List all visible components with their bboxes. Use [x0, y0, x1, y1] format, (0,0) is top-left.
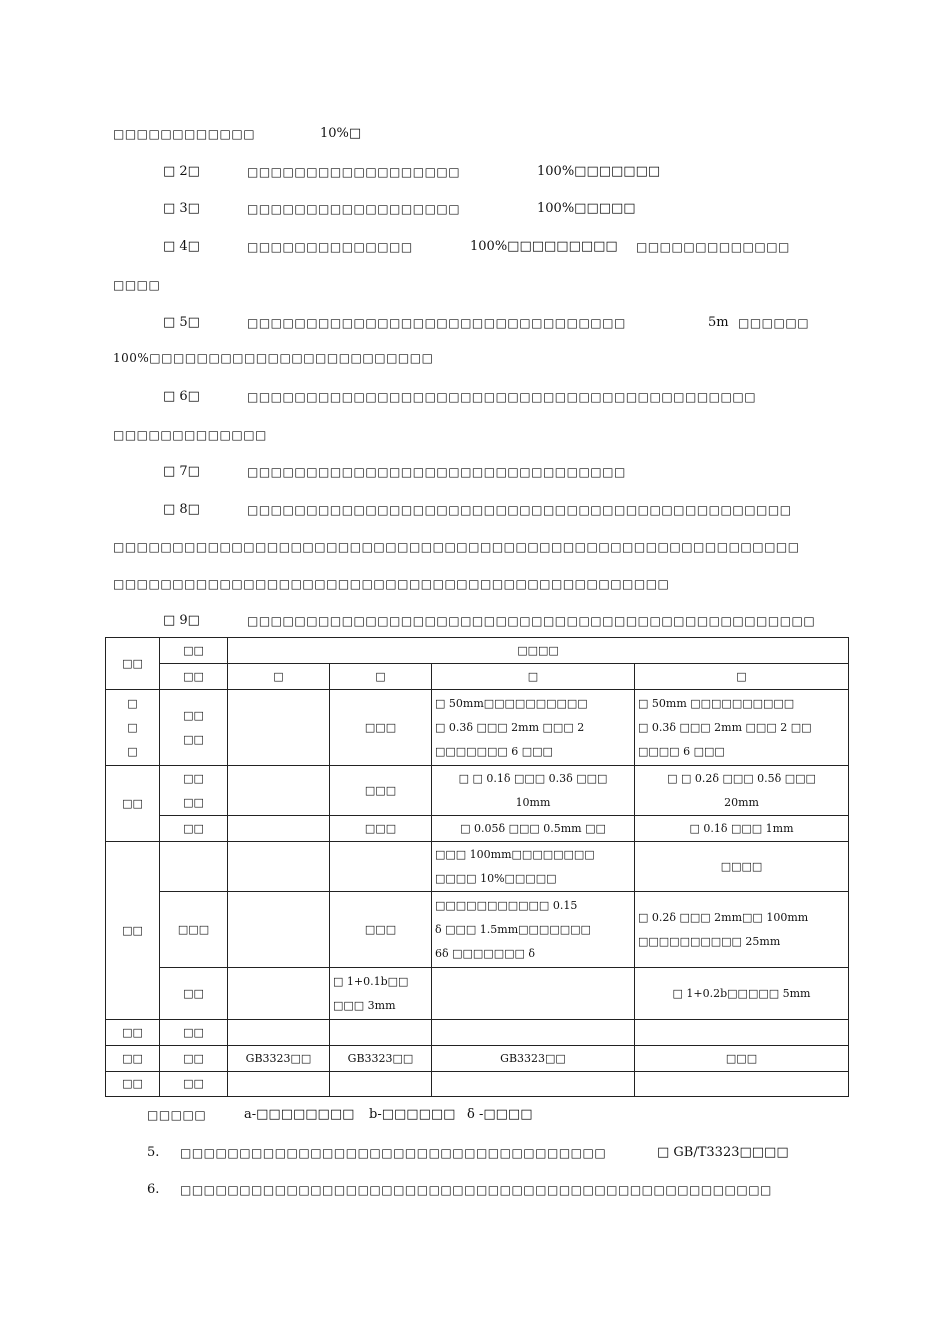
cell-line: □ 1+0.1b□□ [333, 974, 409, 988]
header-item: □□ [106, 638, 160, 690]
table-cell [160, 690, 228, 766]
table-cell: □□ [160, 1020, 228, 1046]
table-cell: □□□ [330, 766, 432, 816]
item-7-num: □ 7□ [163, 464, 200, 479]
table-cell [635, 766, 849, 816]
table-cell [635, 690, 849, 766]
item-5-tail: □□□□□□ [738, 316, 810, 330]
cell-line: 20mm [724, 795, 759, 809]
table-cell: □ 0.1δ □□□ 1mm [635, 816, 849, 842]
section-5-text: □□□□□□□□□□□□□□□□□□□□□□□□□□□□□□□□□□□□ [180, 1146, 607, 1160]
table-cell [432, 1072, 635, 1097]
cell-line: □□□ 100mm□□□□□□□□ [435, 847, 595, 861]
line-5-cont: 100%□□□□□□□□□□□□□□□□□□□□□□□□ [113, 351, 434, 365]
item-4-num: □ 4□ [163, 239, 200, 254]
table-cell [330, 1072, 432, 1097]
section-6-text: □□□□□□□□□□□□□□□□□□□□□□□□□□□□□□□□□□□□□□□□□□□□□□□□□□ [180, 1183, 772, 1197]
table-cell [330, 1020, 432, 1046]
item-4-tail: □□□□□□□□□□□□□ [636, 240, 790, 254]
item-9-num: □ 9□ [163, 613, 200, 628]
table-row-label: □□ [106, 1046, 160, 1072]
item-4-text: □□□□□□□□□□□□□□ [247, 240, 413, 254]
table-cell [228, 968, 330, 1020]
table-cell [432, 968, 635, 1020]
item-2-num: □ 2□ [163, 164, 200, 179]
item-2-tail: 100%□□□□□□□ [537, 164, 661, 179]
cell-line: δ □□□ 1.5mm□□□□□□□ [435, 922, 591, 936]
table-cell [635, 892, 849, 968]
item-5-mid: 5m [708, 315, 729, 330]
cell-line: □ 0.3δ □□□ 2mm □□□ 2 [435, 720, 585, 734]
item-7-text: □□□□□□□□□□□□□□□□□□□□□□□□□□□□□□□□ [247, 465, 626, 479]
cell-line: □ 50mm □□□□□□□□□□ [638, 696, 795, 710]
cell-line: □ 0.2δ □□□ 2mm□□ 100mm [638, 910, 809, 924]
cell-line: □□□□ 6 □□□ [638, 744, 725, 758]
header-grade-2: □ [330, 664, 432, 690]
table-cell [432, 842, 635, 892]
section-6-number: 6. [147, 1182, 160, 1197]
line-1a: □□□□□□□□□□□□ [113, 127, 256, 141]
line-6-cont: □□□□□□□□□□□□□ [113, 428, 267, 442]
table-cell: □□ [160, 1072, 228, 1097]
cell-line: □□□□□□□□□□ 25mm [638, 934, 781, 948]
cell-line: □□ [183, 708, 204, 722]
cell-line: □□□□ 10%□□□□□ [435, 871, 557, 885]
table-cell [330, 842, 432, 892]
item-5-num: □ 5□ [163, 315, 200, 330]
item-8-text: □□□□□□□□□□□□□□□□□□□□□□□□□□□□□□□□□□□□□□□□□□□□□□ [247, 503, 792, 517]
table-row-label: □□ [106, 1072, 160, 1097]
header-grade-1: □ [228, 664, 330, 690]
table-row-label: □□ [106, 842, 160, 1020]
item-6-text: □□□□□□□□□□□□□□□□□□□□□□□□□□□□□□□□□□□□□□□□□□□ [247, 390, 757, 404]
table-cell [432, 690, 635, 766]
table-cell [228, 842, 330, 892]
table-cell: □□ [160, 968, 228, 1020]
table-note-b: b-□□□□□□ [369, 1107, 456, 1122]
table-cell [228, 766, 330, 816]
item-5-text: □□□□□□□□□□□□□□□□□□□□□□□□□□□□□□□□ [247, 316, 626, 330]
cell-line: 6δ □□□□□□□ δ [435, 946, 535, 960]
table-cell [228, 816, 330, 842]
table-cell [228, 892, 330, 968]
cell-line: □ 50mm□□□□□□□□□□ [435, 696, 588, 710]
table-cell: □ 0.05δ □□□ 0.5mm □□ [432, 816, 635, 842]
section-5-ref: □ GB/T3323□□□□ [657, 1145, 789, 1160]
table-cell [228, 1072, 330, 1097]
table-cell: □□□□ [635, 842, 849, 892]
item-3-num: □ 3□ [163, 201, 200, 216]
table-cell [432, 892, 635, 968]
header-grade-3: □ [432, 664, 635, 690]
item-2-text: □□□□□□□□□□□□□□□□□□ [247, 165, 461, 179]
table-row-label: □□ [106, 766, 160, 842]
table-cell: □□□ [635, 1046, 849, 1072]
table-cell [635, 1020, 849, 1046]
table-cell: □ 1+0.2b□□□□□ 5mm [635, 968, 849, 1020]
table-note-label: □□□□□ [147, 1108, 207, 1122]
item-3-text: □□□□□□□□□□□□□□□□□□ [247, 202, 461, 216]
item-3-tail: 100%□□□□□ [537, 201, 636, 216]
table-cell: □□□ [330, 816, 432, 842]
item-4-mid: 100%□□□□□□□□□ [470, 239, 618, 254]
table-cell [432, 766, 635, 816]
table-cell [160, 766, 228, 816]
cell-line: □ □ 0.1δ □□□ 0.3δ □□□ [458, 771, 608, 785]
cell-line: □□ [183, 795, 204, 809]
table-cell: □□□ [330, 892, 432, 968]
table-cell: □□ [160, 1046, 228, 1072]
cell-line: □ [127, 696, 138, 710]
section-5-number: 5. [147, 1145, 160, 1160]
item-9-text: □□□□□□□□□□□□□□□□□□□□□□□□□□□□□□□□□□□□□□□□□□□□□□□□ [247, 614, 816, 628]
cell-line: □ [127, 744, 138, 758]
table-cell: GB3323□□ [330, 1046, 432, 1072]
table-cell [635, 1072, 849, 1097]
cell-line: □ 0.3δ □□□ 2mm □□□ 2 □□ [638, 720, 812, 734]
item-8-num: □ 8□ [163, 502, 200, 517]
item-6-num: □ 6□ [163, 389, 200, 404]
table-cell: □□□ [160, 892, 228, 968]
header-grade-span: □□□□ [228, 638, 849, 664]
cell-line: □□□ 3mm [333, 998, 396, 1012]
cell-line: □□ [183, 732, 204, 746]
header-sub-a: □□ [160, 638, 228, 664]
table-cell [228, 1020, 330, 1046]
table-cell [432, 1020, 635, 1046]
table-row-label: □□ [106, 1020, 160, 1046]
table-cell: GB3323□□ [432, 1046, 635, 1072]
cell-line: 10mm [515, 795, 551, 809]
line-8-cont-2: □□□□□□□□□□□□□□□□□□□□□□□□□□□□□□□□□□□□□□□□□□□□□□□ [113, 577, 670, 591]
table-cell [330, 968, 432, 1020]
cell-line: □□□□□□□□□□□ 0.15 [435, 898, 578, 912]
header-sub-b: □□ [160, 664, 228, 690]
table-cell: □□ [160, 816, 228, 842]
header-grade-4: □ [635, 664, 849, 690]
line-8-cont-1: □□□□□□□□□□□□□□□□□□□□□□□□□□□□□□□□□□□□□□□□□□□□□□□□□□□□□□□□□□ [113, 540, 800, 554]
table-note-delta: δ -□□□□ [467, 1107, 533, 1122]
table-cell: GB3323□□ [228, 1046, 330, 1072]
table-cell: □□□ [330, 690, 432, 766]
line-4-cont: □□□□ [113, 278, 161, 292]
cell-line: □ [127, 720, 138, 734]
spec-table [105, 637, 849, 1097]
cell-line: □□□□□□□ 6 □□□ [435, 744, 553, 758]
cell-line: □ □ 0.2δ □□□ 0.5δ □□□ [667, 771, 816, 785]
table-note-a: a-□□□□□□□□ [244, 1107, 355, 1122]
line-1b: 10%□ [320, 126, 362, 141]
cell-line: □□ [183, 771, 204, 785]
table-row-label [106, 690, 160, 766]
table-cell [228, 690, 330, 766]
table-cell [160, 842, 228, 892]
